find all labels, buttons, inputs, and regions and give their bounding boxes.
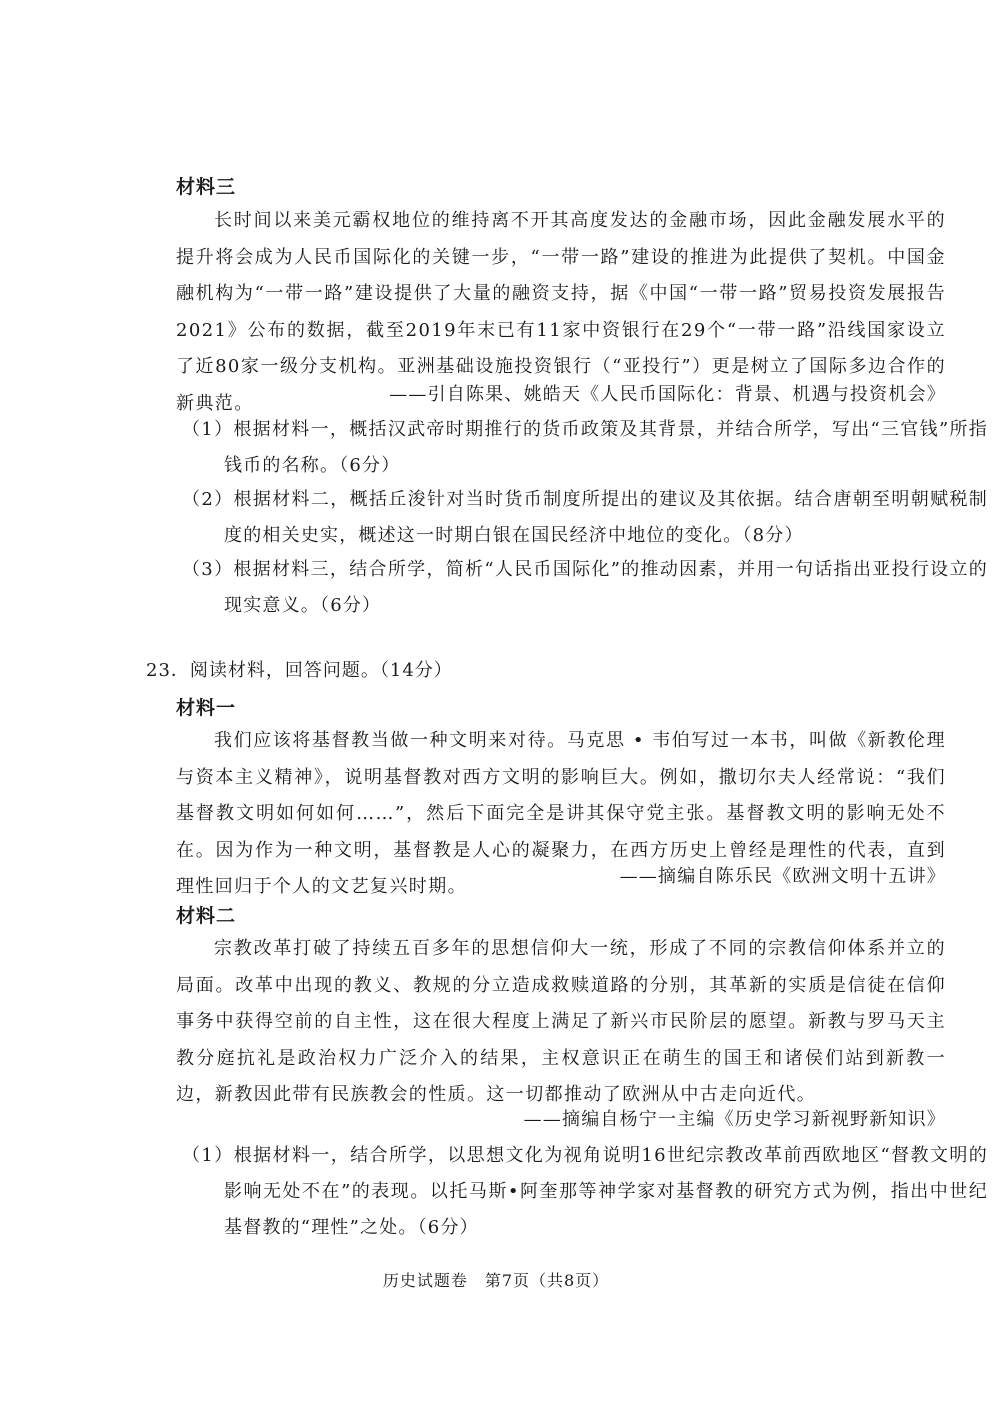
material-1-heading: 材料一 xyxy=(176,697,237,719)
question-22-3: （3）根据材料三，结合所学，简析“人民币国际化”的推动因素，并用一句话指出亚投行设立的现实意义。（6分） xyxy=(182,559,988,616)
question-23-title: 23．阅读材料，回答问题。（14分） xyxy=(146,660,453,681)
material-1-source: ——摘编自陈乐民《欧洲文明十五讲》 xyxy=(619,866,946,887)
material-2-heading: 材料二 xyxy=(176,905,237,927)
material-3-heading: 材料三 xyxy=(176,176,237,198)
material-2-source: ——摘编自杨宁一主编《历史学习新视野新知识》 xyxy=(523,1109,946,1130)
question-22-1: （1）根据材料一，概括汉武帝时期推行的货币政策及其背景，并结合所学，写出“三官钱”所指钱币的名称。（6分） xyxy=(182,419,988,476)
material-3-source: ——引自陈果、姚皓天《人民币国际化：背景、机遇与投资机会》 xyxy=(389,384,946,405)
material-2-text: 宗教改革打破了持续五百多年的思想信仰大一统，形成了不同的宗教信仰体系并立的局面。改革中出现的教义、教规的分立造成救赎道路的分别，其革新的实质是信徒在信仰事务中获得空前的自主性，这在很大程度上满足了新兴市民阶层的愿望。新教与罗马天主教分庭抗礼是政治权力广泛介入的结果，主权意识正在萌生的国王和诸侯们站到新教一边，新教因此带有民族教会的性质。这一切都推动了欧洲从中古走向近代。 xyxy=(176,938,946,1105)
material-1-text: 我们应该将基督教当做一种文明来对待。马克思 • 韦伯写过一本书，叫做《新教伦理与资本主义精神》，说明基督教对西方文明的影响巨大。例如，撒切尔夫人经常说：“我们基督教文明如何如何……”，然后下面完全是讲其保守党主张。基督教文明的影响无处不在。因为作为一种文明，基督教是人心的凝聚力，在西方历史上曾经是理性的代表，直到理性回归于个人的文艺复兴时期。 xyxy=(176,730,946,897)
material-3-text: 长时间以来美元霸权地位的维持离不开其高度发达的金融市场，因此金融发展水平的提升将会成为人民币国际化的关键一步，“一带一路”建设的推进为此提供了契机。中国金融机构为“一带一路”建设提供了大量的融资支持，据《中国“一带一路”贸易投资发展报告2021》公布的数据，截至2019年末已有11家中资银行在29个“一带一路”沿线国家设立了近80家一级分支机构。亚洲基础设施投资银行（“亚投行”）更是树立了国际多边合作的新典范。 xyxy=(176,210,946,414)
question-22-2: （2）根据材料二，概括丘浚针对当时货币制度所提出的建议及其依据。结合唐朝至明朝赋税制度的相关史实，概述这一时期白银在国民经济中地位的变化。（8分） xyxy=(182,489,988,546)
question-23-1: （1）根据材料一，结合所学，以思想文化为视角说明16世纪宗教改革前西欧地区“督教文明的影响无处不在”的表现。以托马斯•阿奎那等神学家对基督教的研究方式为例，指出中世纪基督教的“理性”之处。（6分） xyxy=(182,1145,988,1238)
page-footer: 历史试题卷 第7页（共8页） xyxy=(382,1271,610,1290)
